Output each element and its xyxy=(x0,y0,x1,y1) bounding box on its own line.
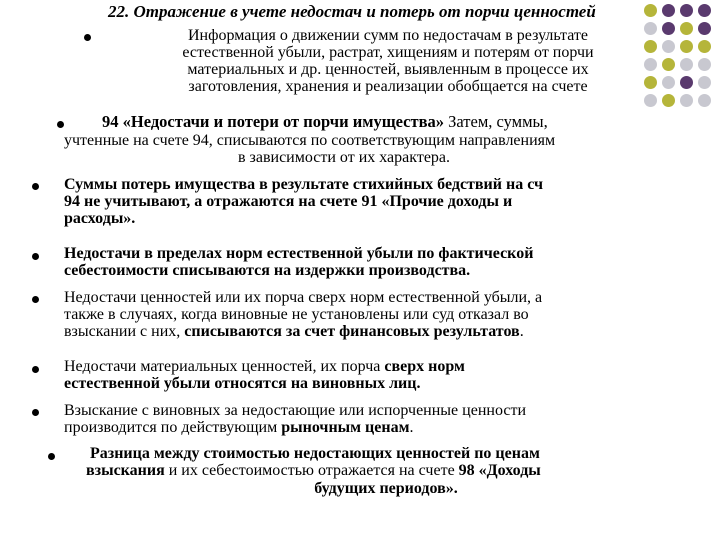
text-line: естественной убыли относятся на виновных лиц. xyxy=(64,375,421,392)
decorative-dot xyxy=(680,76,693,89)
bullet-icon xyxy=(57,121,64,128)
text-line xyxy=(64,359,465,376)
text-span: Затем, суммы, xyxy=(444,112,548,131)
text-line: Суммы потерь имущества в результате стихийных бедствий на сч xyxy=(64,176,544,193)
text-line: заготовления, хранения и реализации обобщается на счете xyxy=(188,78,588,95)
bullet-icon xyxy=(32,253,39,260)
decorative-dot xyxy=(644,4,657,17)
text-line: расходы». xyxy=(64,210,136,227)
text-line: в зависимости от их характера. xyxy=(237,149,451,166)
decorative-dot xyxy=(680,94,693,107)
slide-title: 22. Отражение в учете недостач и потерь от порчи ценностей xyxy=(108,2,596,21)
text-line xyxy=(86,463,541,480)
text-line: Недостачи ценностей или их порча сверх норм естественной убыли, а xyxy=(64,289,543,306)
decorative-dot xyxy=(698,76,711,89)
decorative-dot xyxy=(680,4,693,17)
decorative-dot xyxy=(644,94,657,107)
text-line xyxy=(102,114,548,131)
text-line xyxy=(64,324,524,341)
bullet-icon xyxy=(32,366,39,373)
text-span-bold: 98 «Доходы xyxy=(458,462,541,479)
text-line: Разница между стоимостью недостающих ценностей по ценам xyxy=(90,445,540,462)
account-94-title: 94 «Недостачи и потери от порчи имущества» xyxy=(102,112,444,131)
decorative-dot xyxy=(698,4,711,17)
decorative-dot xyxy=(698,22,711,35)
text-line: естественной убыли, растрат, хищениям и потерям от порчи xyxy=(182,44,594,61)
text-line: также в случаях, когда виновные не установлены или суд отказал во xyxy=(64,306,529,323)
text-span: взыскании с них, xyxy=(64,323,185,340)
decorative-dot xyxy=(662,94,675,107)
text-span-bold: рыночным ценам xyxy=(281,419,410,436)
text-line: материальных и др. ценностей, выявленным в процессе их xyxy=(187,61,589,78)
text-line: 94 не учитывают, а отражаются на счете 91 «Прочие доходы и xyxy=(64,193,513,210)
text-span-bold: списываются за счет финансовых результатов xyxy=(184,323,520,340)
text-line xyxy=(64,420,413,437)
bullet-icon xyxy=(32,409,39,416)
text-span: и их себестоимостью отражается на счете xyxy=(164,462,459,479)
decorative-dot xyxy=(698,94,711,107)
text-span-bold: взыскания xyxy=(86,462,165,479)
bullet-icon xyxy=(84,34,91,41)
bullet-icon xyxy=(32,296,39,303)
decorative-dot xyxy=(680,22,693,35)
text-span: . xyxy=(519,323,524,340)
text-span: Недостачи материальных ценностей, их порча xyxy=(64,358,385,375)
text-span: . xyxy=(409,419,414,436)
decorative-dot xyxy=(662,4,675,17)
text-line: Информация о движении сумм по недостачам в результате xyxy=(187,27,588,44)
decorative-dot xyxy=(680,58,693,71)
bullet-icon xyxy=(32,183,39,190)
decorative-dot xyxy=(698,40,711,53)
text-line: учтенные на счете 94, списываются по соответствующим направлениям xyxy=(64,132,556,149)
decorative-dot xyxy=(698,58,711,71)
bullet-icon xyxy=(48,453,55,460)
text-line: Взыскание с виновных за недостающие или испорченные ценности xyxy=(64,402,526,419)
text-line: будущих периодов». xyxy=(314,480,458,497)
text-span-bold: сверх норм xyxy=(384,358,465,375)
text-span: производится по действующим xyxy=(64,419,282,436)
text-line: Недостачи в пределах норм естественной убыли по фактической xyxy=(64,245,534,262)
text-line: себестоимости списываются на издержки производства. xyxy=(64,262,471,279)
decorative-dot xyxy=(680,40,693,53)
